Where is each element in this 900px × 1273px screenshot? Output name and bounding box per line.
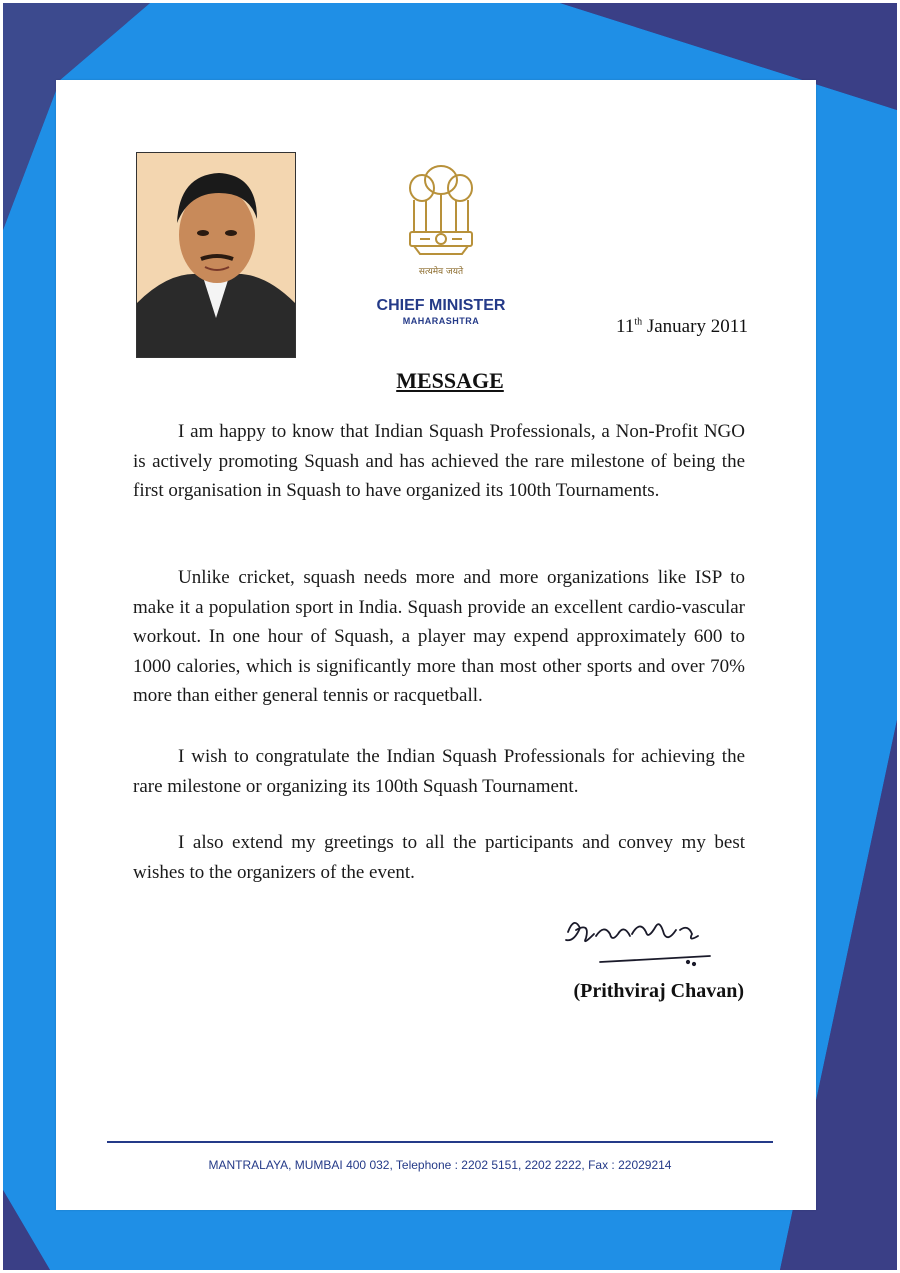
- emblem-motto: सत्यमेव जयते: [418, 267, 464, 277]
- message-paragraph-1: I am happy to know that Indian Squash Professionals, a Non-Profit NGO is actively promoting Squash and has achieved the rare milestone of being the first organisation in Squash to have organized its 100th Tournaments.: [133, 421, 745, 501]
- signature-icon: [560, 912, 720, 972]
- portrait-photo: [136, 152, 296, 358]
- date-suffix: th: [634, 316, 643, 328]
- letter-date: [590, 316, 748, 338]
- letterhead-state: MAHARASHTRA: [402, 316, 480, 326]
- portrait-icon: [137, 153, 295, 357]
- message-paragraph-4: I also extend my greetings to all the participants and convey my best wishes to the organizers of the event.: [133, 832, 745, 883]
- letterhead-title: CHIEF MINISTER: [376, 297, 506, 314]
- date-day: 11: [616, 316, 635, 337]
- message-paragraph-2: Unlike cricket, squash needs more and more organizations like ISP to make it a population sport in India. Squash provide an excellent cardio-vascular workout. In one hour of Squash, a player may expend approximately 600 to 1000 calories, which is significantly more than most other sports and over 70% more than either general tennis or racquetball.: [133, 567, 745, 706]
- footer-divider: [107, 1141, 773, 1143]
- national-emblem-icon: [400, 150, 482, 278]
- date-month-year: January 2011: [646, 316, 748, 337]
- message-heading: MESSAGE: [396, 368, 504, 393]
- footer-address: MANTRALAYA, MUMBAI 400 032, Telephone : 2202 5151, 2202 2222, Fax : 22029214: [208, 1158, 672, 1172]
- signer-name: (Prithviraj Chavan): [573, 980, 744, 1002]
- message-paragraph-3: I wish to congratulate the Indian Squash Professionals for achieving the rare milestone or organizing its 100th Squash Tournament.: [133, 746, 745, 797]
